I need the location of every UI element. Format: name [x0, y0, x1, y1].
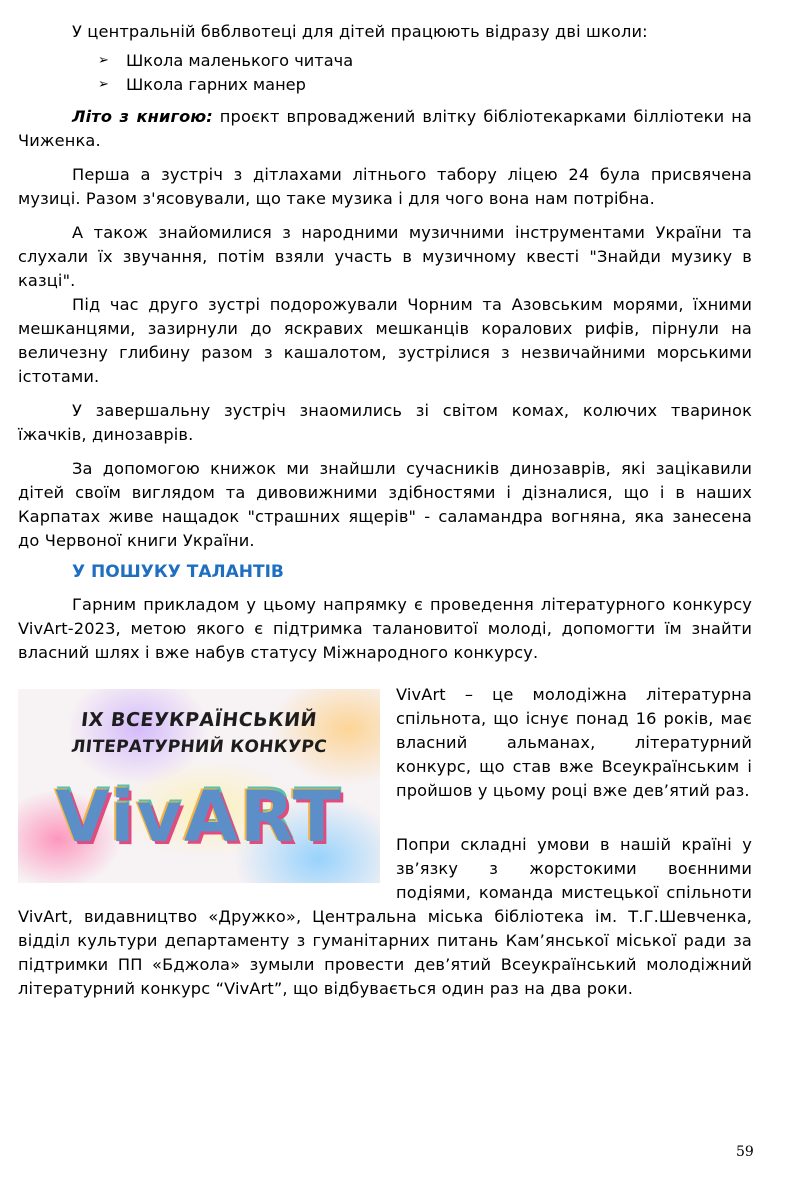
banner-line2: ЛІТЕРАТУРНИЙ КОНКУРС — [70, 737, 328, 757]
page-number: 59 — [736, 1144, 754, 1160]
vivart-banner-image — [18, 689, 380, 883]
document-page — [18, 20, 752, 1001]
intro-paragraph: У центральній бвблвотеці для дітей працюють відразу дві школи: — [72, 22, 648, 41]
vivart-conditions: Попри складні умови в нашій країні у зв’язку з жорстокими воєнними подіями, команда мистецької спільноти VivArt, видавництво «Дружко», Центральна міська бібліотека ім. Т.Г.Шевченка, відділ культури департаменту з гуманітарних питань Кам’янської міської ради за підтримки ПП «Бджола» зумыли провести дев’ятий Всеукраїнський молодіжний літературний конкурс “VivArt”, що відбувається один раз на два роки. — [18, 835, 752, 998]
paragraph-dinosaurs: За допомогою книжок ми знайшли сучасників динозаврів, які зацікавили дітей своїм виглядом та дивовижними здібностями і дізналися, що і в наших Карпатах живе нащадок "страшних ящерів" - саламандра вогняна, яка занесена до Червоної книги України. — [18, 459, 752, 550]
summer-title: Літо з книгою: — [72, 107, 213, 126]
list-item: ➢ Школа маленького читача — [98, 49, 752, 73]
paragraph-seas: Під час друго зустрі подорожували Чорним та Азовським морями, їхними мешканцями, зазирнули до яскравих мешканців коралових рифів, пірнули на величезну глибину разом з кашалотом, зустрілися з незвичайними морськими істотами. — [18, 295, 752, 386]
paragraph-music: Перша а зустріч з дітлахами літнього табору ліцею 24 була присвячена музиці. Разом з'ясовували, що таке музика і для чого вона нам потрібна. — [18, 165, 752, 208]
banner-line1: IX ВСЕУКРАЇНСЬКИЙ — [79, 709, 319, 731]
list-item: ➢ Школа гарних манер — [98, 73, 752, 97]
paragraph-insects: У завершальну зустріч знаомились зі світом комах, колючих тваринок їжачків, динозаврів. — [18, 401, 752, 444]
summer-text: проєкт впроваджений влітку бібліотекарками білліотеки на Чиженка. — [18, 107, 752, 150]
vivart-description: VivArt – це молодіжна літературна спільнота, що існує понад 16 років, має власний альманах, літературний конкурс, що став вже Всеукраїнським і пройшов у цьому році вже дев’ятий раз. — [396, 685, 752, 800]
paragraph-contest: Гарним прикладом у цьому напрямку є проведення літературного конкурсу VivArt-2023, метою якого є підтримка талановитої молоді, допомогти їм знайти власний шлях і вже набув статусу Міжнародного конкурсу. — [18, 595, 752, 662]
vivart-logo: VivART — [55, 776, 343, 858]
summer-paragraph — [18, 105, 752, 153]
schools-list — [18, 49, 752, 97]
vivart-block — [18, 683, 752, 1001]
arrow-bullet-icon: ➢ — [98, 77, 109, 92]
paragraph-instruments: А також знайомилися з народними музичними інструментами України та слухали їх звучання, потім взяли участь в музичному квесті "Знайди музику в казці". — [18, 223, 752, 290]
section-heading: У ПОШУКУ ТАЛАНТІВ — [72, 562, 284, 582]
arrow-bullet-icon: ➢ — [98, 53, 109, 68]
